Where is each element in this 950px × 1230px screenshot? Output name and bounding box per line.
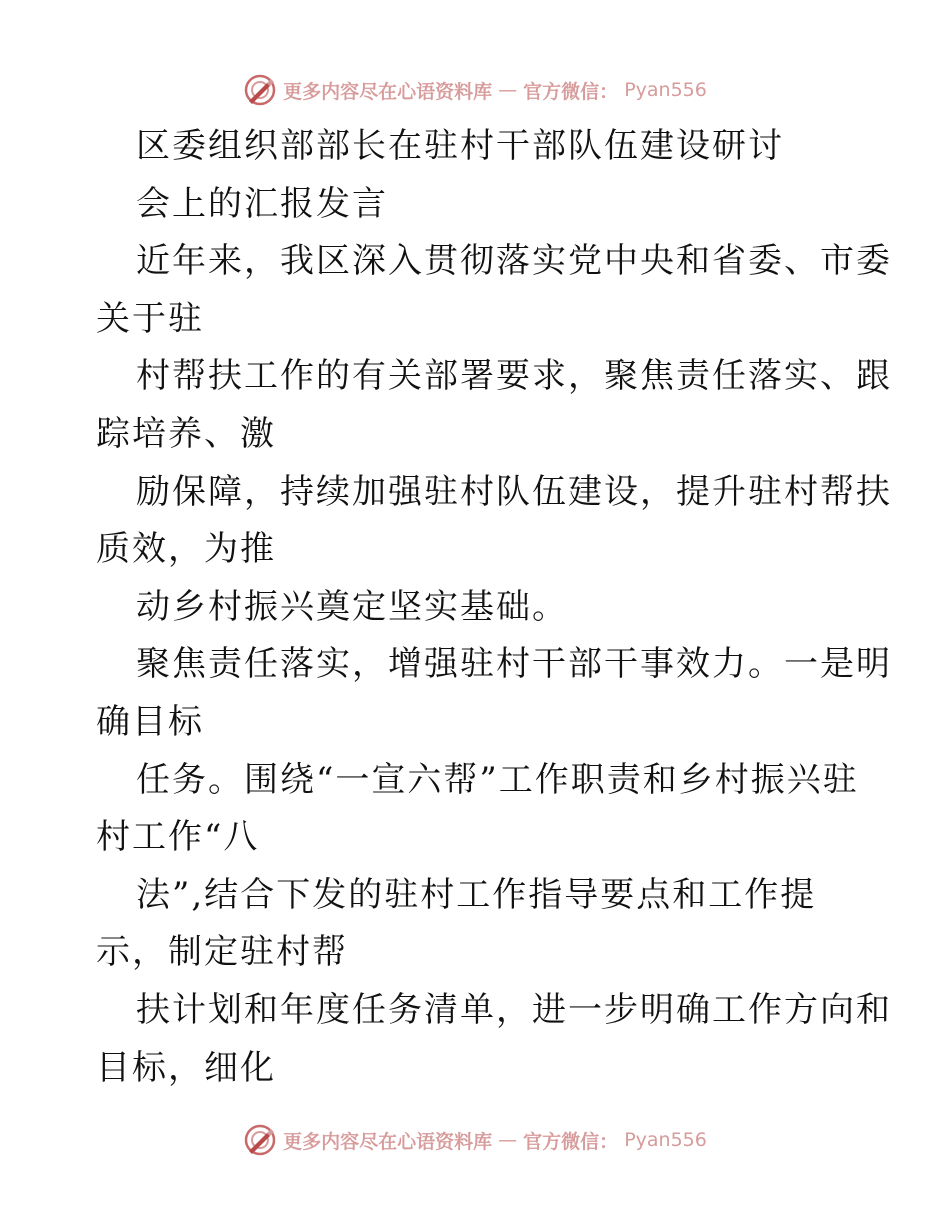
title-paragraph xyxy=(96,118,856,176)
brand-logo-icon xyxy=(243,1123,277,1157)
document-body xyxy=(96,118,892,1097)
body-paragraph xyxy=(96,348,892,463)
text-line: 励保障，持续加强驻村队伍建设，提升驻村帮扶 xyxy=(136,471,892,512)
text-line: 扶计划和年度任务清单，进一步明确工作方向和 xyxy=(136,989,892,1030)
body-paragraph xyxy=(96,464,892,579)
body-paragraph xyxy=(96,636,892,751)
brand-logo-icon xyxy=(243,73,277,107)
header-watermark xyxy=(0,70,950,110)
footer-watermark xyxy=(0,1120,950,1160)
text-line: 区委组织部部长在驻村干部队伍建设研讨 xyxy=(136,126,784,166)
text-line: 村帮扶工作的有关部署要求，聚焦责任落实、跟 xyxy=(136,356,892,397)
text-line: 村工作“八 xyxy=(96,817,260,858)
text-line: 任务。围绕“一宣六帮”工作职责和乡村振兴驻 xyxy=(136,759,859,800)
watermark-contact-id: Pyan556 xyxy=(624,79,707,101)
watermark-separator: — xyxy=(498,1129,518,1151)
body-paragraph xyxy=(96,752,859,867)
text-line: 聚焦责任落实，增强驻村干部干事效力。一是明 xyxy=(136,644,892,685)
text-line: 质效，为推 xyxy=(96,529,276,570)
body-paragraph xyxy=(96,233,892,348)
text-line: 确目标 xyxy=(96,701,204,742)
text-line: 动乡村振兴奠定坚实基础。 xyxy=(136,586,568,627)
watermark-contact-label: 官方微信： xyxy=(523,80,619,103)
text-line: 法”,结合下发的驻村工作指导要点和工作提 xyxy=(136,874,817,915)
watermark-separator: — xyxy=(498,79,518,101)
body-paragraph xyxy=(96,867,856,982)
text-line: 示，制定驻村帮 xyxy=(96,932,348,973)
text-line: 踪培养、激 xyxy=(96,413,276,454)
watermark-contact-id: Pyan556 xyxy=(624,1129,707,1151)
text-line: 关于驻 xyxy=(96,298,204,339)
watermark-brand-text: 更多内容尽在心语资料库 xyxy=(283,1130,493,1153)
text-line: 目标，细化 xyxy=(96,1047,276,1088)
body-paragraph xyxy=(96,982,892,1097)
text-line: 近年来，我区深入贯彻落实党中央和省委、市委 xyxy=(136,241,892,282)
text-line: 会上的汇报发言 xyxy=(136,183,388,224)
watermark-brand-text: 更多内容尽在心语资料库 xyxy=(283,80,493,103)
title-paragraph xyxy=(96,176,856,234)
watermark-contact-label: 官方微信： xyxy=(523,1130,619,1153)
body-paragraph xyxy=(96,579,856,637)
